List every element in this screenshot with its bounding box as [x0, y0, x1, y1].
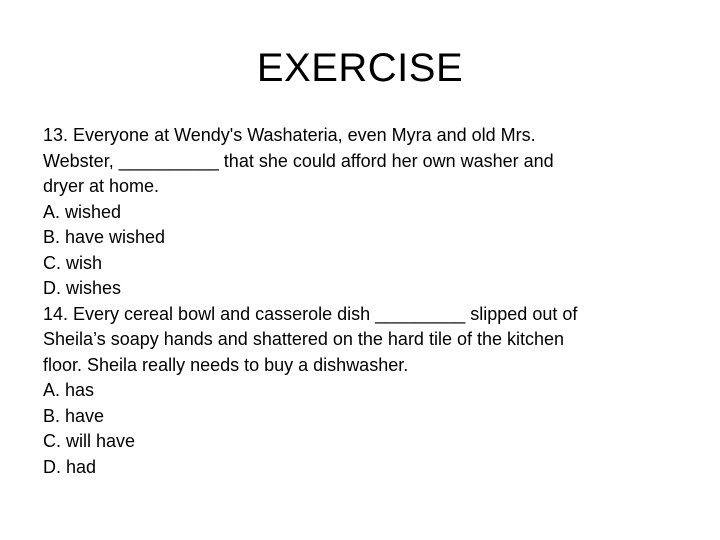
question-text-line: 14. Every cereal bowl and casserole dish _________ slipped out of	[43, 303, 578, 324]
answer-option: D. had	[43, 456, 97, 477]
question-text-line: Webster, __________ that she could afford her own washer and	[43, 150, 554, 171]
slide-content	[43, 123, 683, 480]
question-13-stem	[43, 123, 683, 200]
question-text-line: Sheila’s soapy hands and shattered on the hard tile of the kitchen	[43, 329, 565, 349]
slide-title: EXERCISE	[256, 46, 464, 90]
question-14-stem	[43, 302, 683, 379]
question-text-line: 13. Everyone at Wendy's Washateria, even Myra and old Mrs.	[43, 125, 536, 145]
question-text-line: dryer at home.	[43, 176, 160, 196]
answer-option: C. wish	[43, 252, 103, 273]
answer-option: B. have	[43, 405, 105, 426]
answer-option: A. has	[43, 380, 95, 400]
answer-option: A. wished	[43, 201, 122, 222]
question-text-line: floor. Sheila really needs to buy a dishwasher.	[43, 354, 409, 375]
answer-option: D. wishes	[43, 278, 122, 298]
answer-option: B. have wished	[43, 227, 166, 247]
answer-option: C. will have	[43, 431, 136, 451]
